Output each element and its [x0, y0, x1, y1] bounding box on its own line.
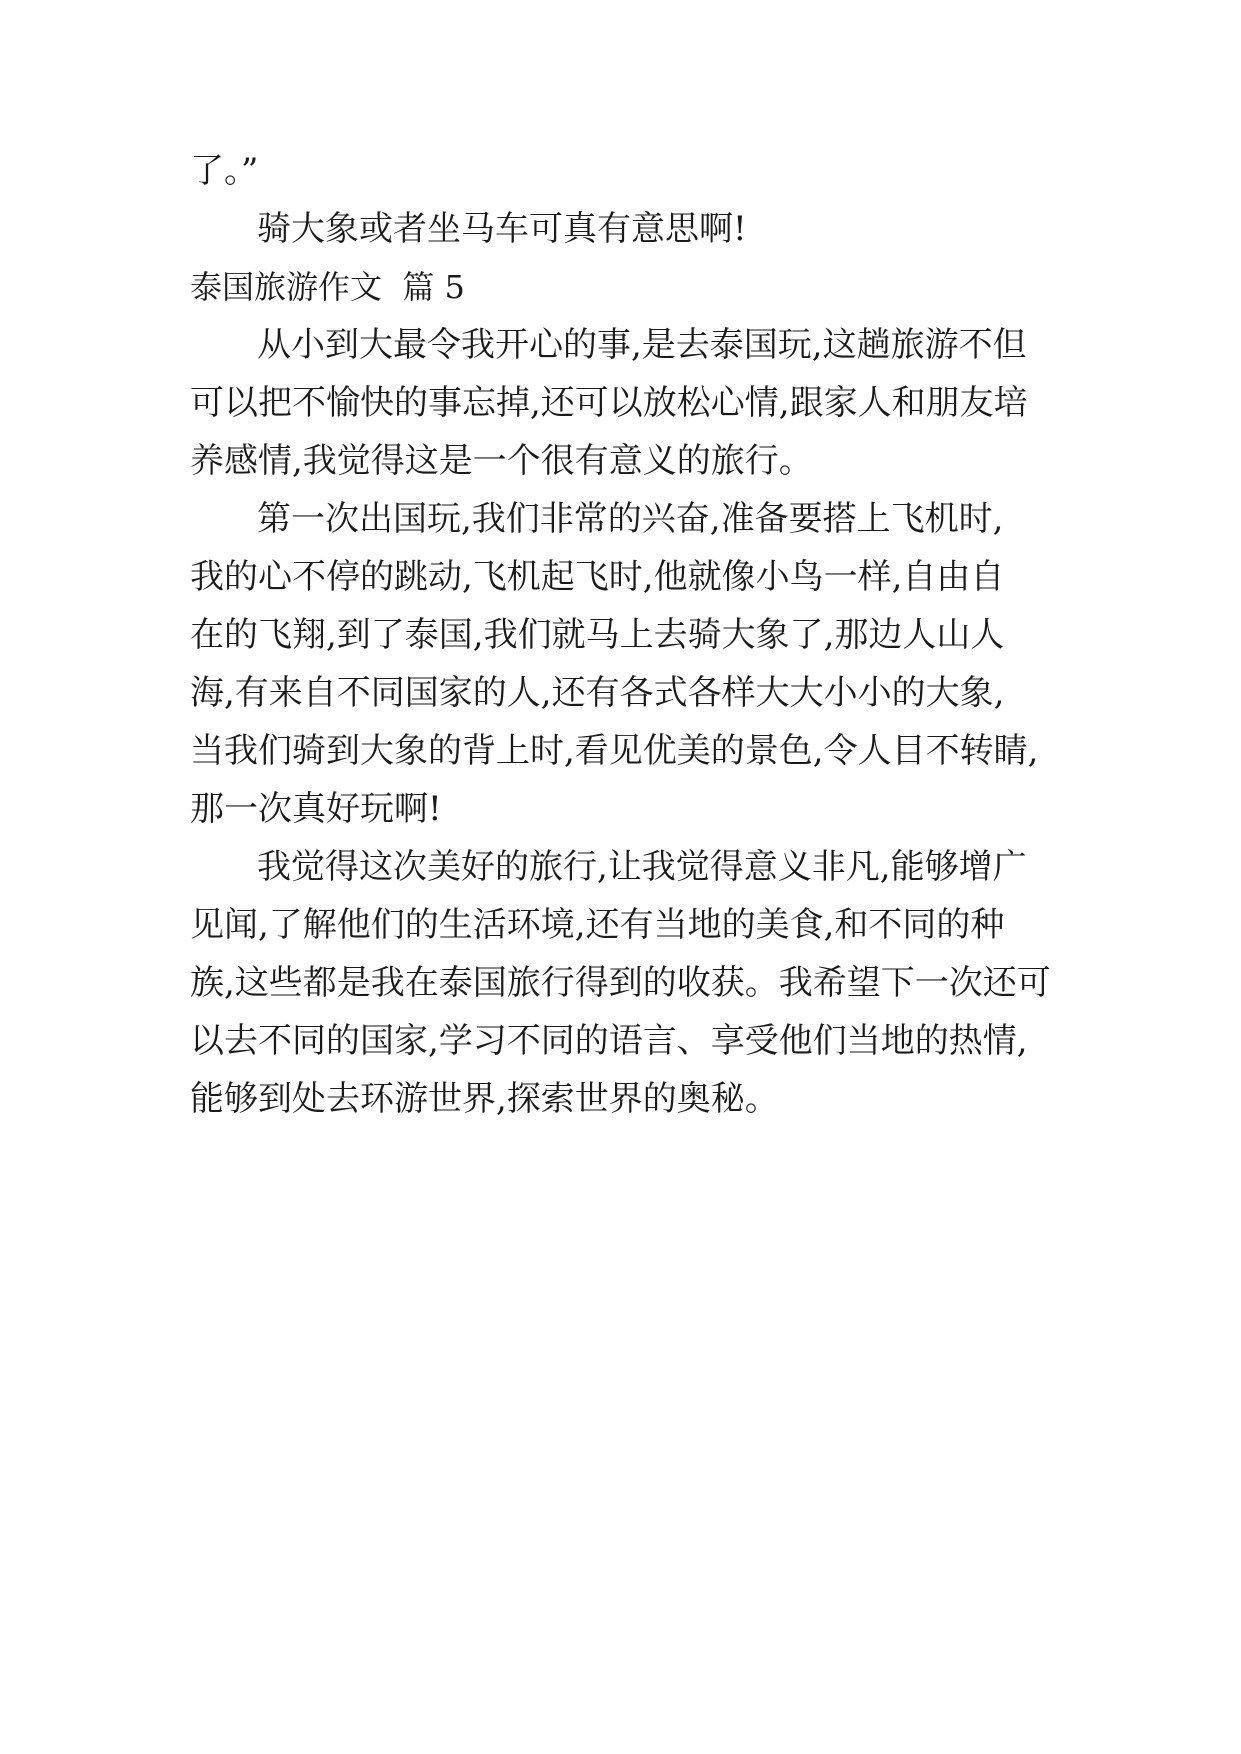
paragraph-line: 族,这些都是我在泰国旅行得到的收获。我希望下一次还可 — [190, 963, 1051, 1003]
paragraph-line: 第一次出国玩,我们非常的兴奋,准备要搭上飞机时, — [257, 499, 1004, 539]
paragraph-1 — [190, 316, 1070, 490]
paragraph-line: 海,有来自不同国家的人,还有各式各样大大小小的大象, — [190, 673, 1005, 713]
paragraph-line: 在的飞翔,到了泰国,我们就马上去骑大象了,那边人山人 — [190, 615, 1005, 655]
paragraph-line: 见闻,了解他们的生活环境,还有当地的美食,和不同的种 — [190, 905, 1005, 945]
paragraph-line: 可以把不愉快的事忘掉,还可以放松心情,跟家人和朋友培 — [190, 383, 1028, 423]
paragraph-line: 养感情,我觉得这是一个很有意义的旅行。 — [190, 441, 813, 481]
paragraph-line: 当我们骑到大象的背上时,看见优美的景色,令人目不转睛, — [190, 731, 1039, 771]
paragraph-2 — [190, 490, 1070, 838]
document-body — [190, 142, 1070, 1128]
paragraph-line: 我的心不停的跳动,飞机起飞时,他就像小鸟一样,自由自 — [190, 557, 1005, 597]
paragraph-intro: 骑大象或者坐马车可真有意思啊! — [257, 209, 747, 249]
section-title: 泰国旅游作文 篇 5 — [190, 268, 465, 306]
paragraph-3 — [190, 838, 1070, 1128]
paragraph-line: 能够到处去环游世界,探索世界的奥秘。 — [190, 1079, 779, 1119]
paragraph-line: 从小到大最令我开心的事,是去泰国玩,这趟旅游不但 — [257, 325, 1027, 365]
continuation-line: 了。” — [190, 151, 259, 191]
paragraph-line: 我觉得这次美好的旅行,让我觉得意义非凡,能够增广 — [257, 847, 1027, 887]
paragraph-line: 那一次真好玩啊! — [190, 789, 442, 829]
paragraph-line: 以去不同的国家,学习不同的语言、享受他们当地的热情, — [190, 1021, 1028, 1061]
